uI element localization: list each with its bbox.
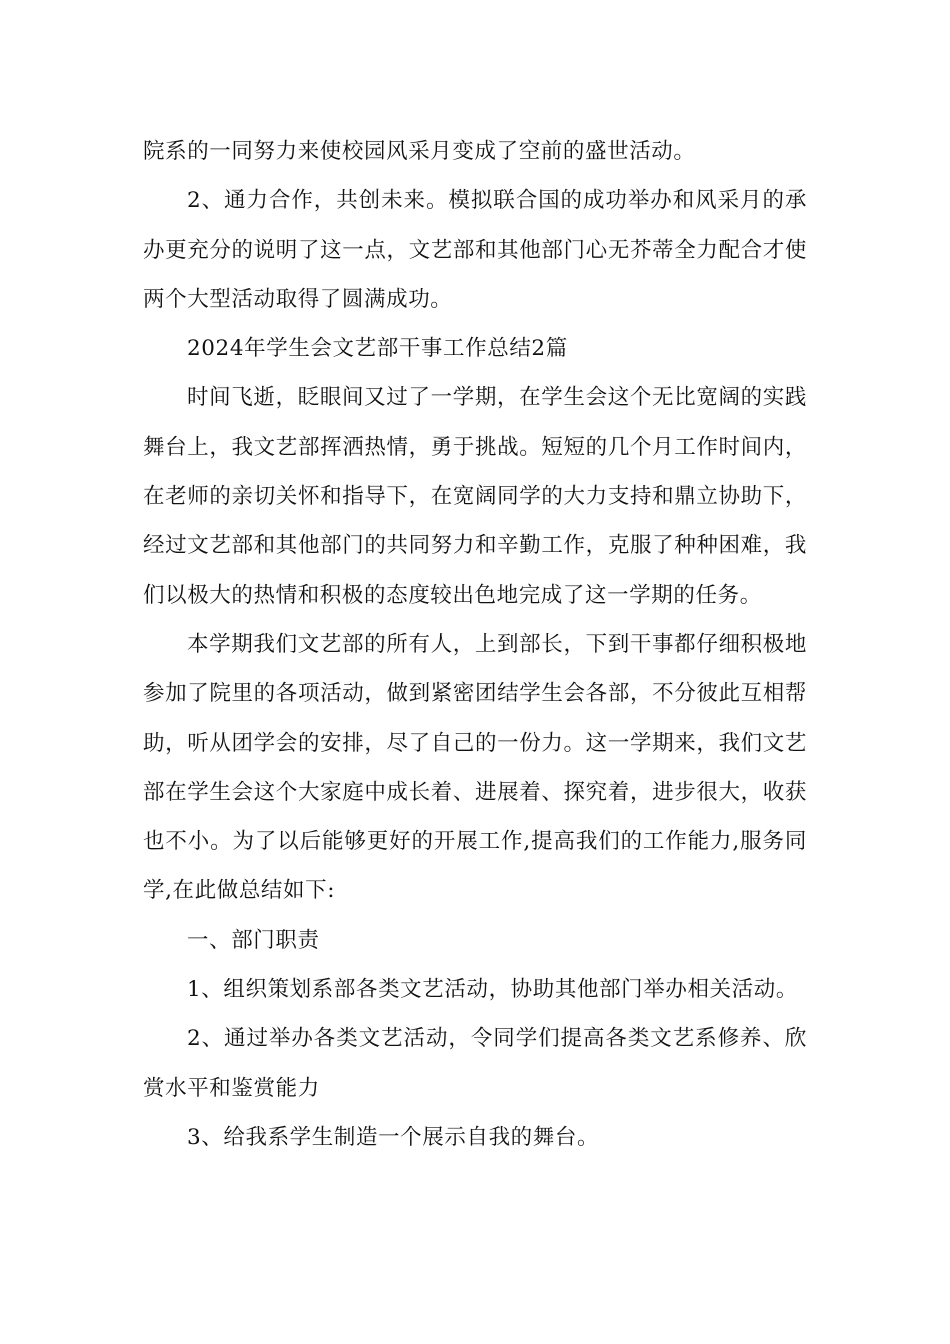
paragraph-intro: 时间飞逝，眨眼间又过了一学期，在学生会这个无比宽阔的实践舞台上，我文艺部挥洒热情，勇于挑战。短短的几个月工作时间内，在老师的亲切关怀和指导下，在宽阔同学的大力支持和鼎立协助下，经过文艺部和其他部门的共同努力和辛勤工作，克服了种种困难，我们以极大的热情和积极的态度较出色地完成了这一学期的任务。 xyxy=(143,385,807,608)
list-item-responsibility-3: 3、给我系学生制造一个展示自我的舞台。 xyxy=(187,1124,600,1150)
list-item-responsibility-1: 1、组织策划系部各类文艺活动，协助其他部门举办相关活动。 xyxy=(187,977,798,1003)
section-heading-responsibilities: 一、部门职责 xyxy=(187,927,320,953)
paragraph-continuation: 院系的一同努力来使校园风采月变成了空前的盛世活动。 xyxy=(143,139,696,164)
document-body xyxy=(143,127,807,1162)
paragraph-semester-summary: 本学期我们文艺部的所有人，上到部长，下到干事都仔细积极地参加了院里的各项活动，做到紧密团结学生会各部，不分彼此互相帮助，听从团学会的安排，尽了自己的一份力。这一学期来，我们文艺部在学生会这个大家庭中成长着、进展着、探究着，进步很大，收获也不小。为了以后能够更好的开展工作,提高我们的工作能力,服务同学,在此做总结如下: xyxy=(143,631,807,904)
document-heading: 2024年学生会文艺部干事工作总结2篇 xyxy=(187,336,568,362)
list-item-responsibility-2: 2、通过举办各类文艺活动，令同学们提高各类文艺系修养、欣赏水平和鉴赏能力 xyxy=(143,1026,807,1101)
paragraph-cooperation: 2、通力合作，共创未来。模拟联合国的成功举办和风采月的承办更充分的说明了这一点，文艺部和其他部门心无芥蒂全力配合才使两个大型活动取得了圆满成功。 xyxy=(143,188,807,312)
